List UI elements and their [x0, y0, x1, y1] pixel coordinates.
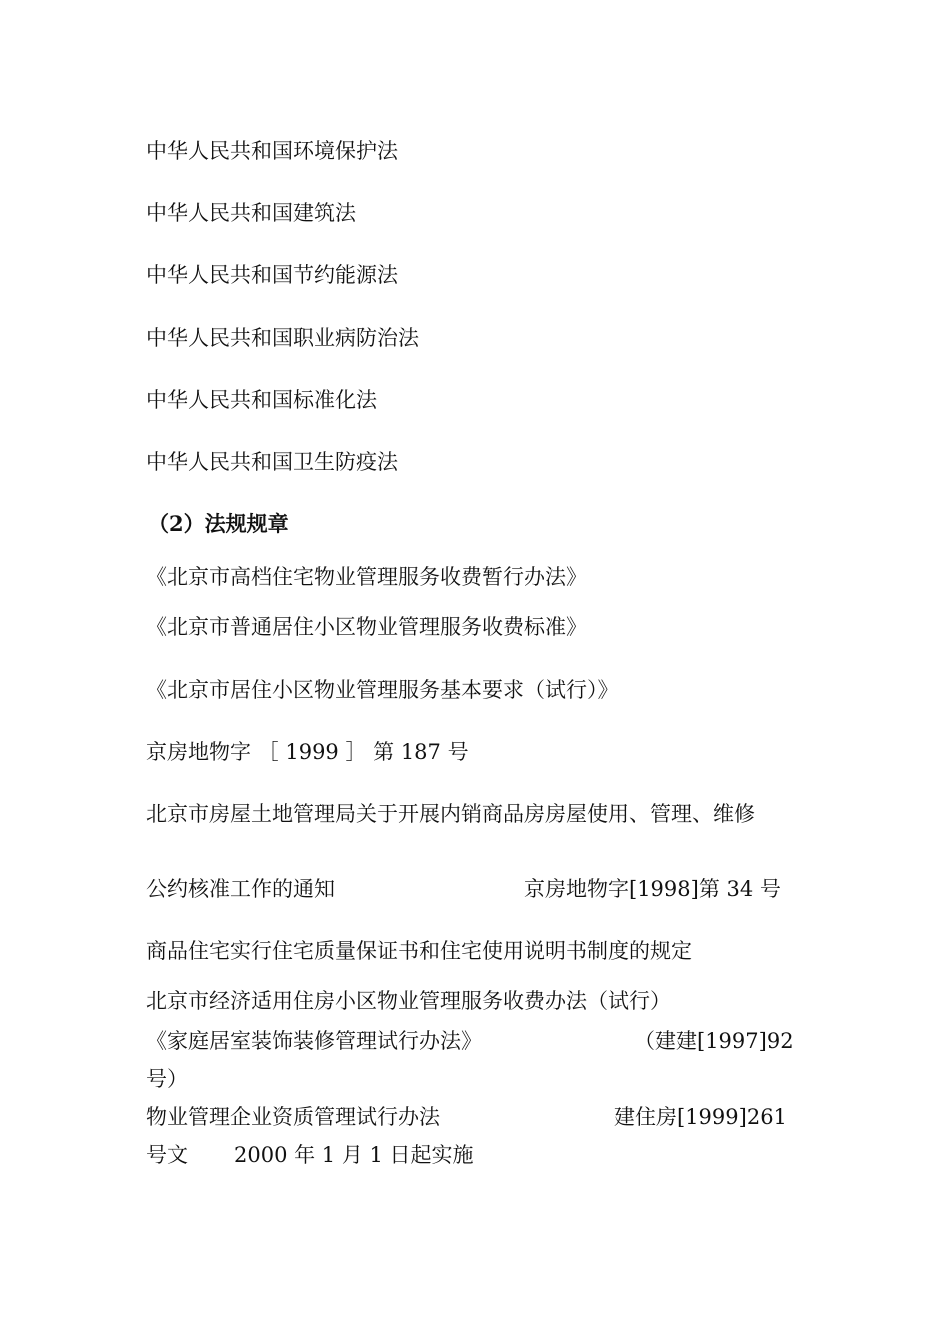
law-item-occupational-disease: 中华人民共和国职业病防治法 — [146, 326, 419, 350]
law-item-epidemic-prevention: 中华人民共和国卫生防疫法 — [146, 450, 398, 474]
regulation-housing-bureau-notice: 北京市房屋土地管理局关于开展内销商品房房屋使用、管理、维修 — [146, 802, 755, 826]
regulation-document-number-1998-34: 京房地物字[1998]第 34 号 — [524, 877, 781, 901]
law-item-standardization: 中华人民共和国标准化法 — [146, 388, 377, 412]
regulation-quality-guarantee-rules: 商品住宅实行住宅质量保证书和住宅使用说明书制度的规定 — [146, 939, 692, 963]
regulation-effective-date: 2000 年 1 月 1 日起实施 — [234, 1143, 474, 1167]
regulation-document-number-suffix: 号） — [146, 1067, 188, 1091]
regulation-affordable-housing-fees: 北京市经济适用住房小区物业管理服务收费办法（试行） — [146, 989, 671, 1013]
regulation-document-number-1999-187: 京房地物字 ［ 1999 ］ 第 187 号 — [146, 740, 469, 764]
regulation-high-end-residential-fees: 《北京市高档住宅物业管理服务收费暂行办法》 — [146, 565, 587, 589]
law-item-energy-conservation: 中华人民共和国节约能源法 — [146, 263, 398, 287]
section-heading-regulations: （2）法规规章 — [148, 511, 289, 536]
law-item-environmental-protection: 中华人民共和国环境保护法 — [146, 139, 398, 163]
regulation-home-decoration-measures: 《家庭居室装饰装修管理试行办法》 — [146, 1029, 482, 1053]
regulation-document-number-1999-261: 建住房[1999]261 — [614, 1105, 787, 1129]
regulation-document-suffix: 号文 — [146, 1143, 188, 1167]
regulation-ordinary-residential-fees: 《北京市普通居住小区物业管理服务收费标准》 — [146, 615, 587, 639]
regulation-convention-approval-notice: 公约核准工作的通知 — [146, 877, 335, 901]
regulation-basic-service-requirements: 《北京市居住小区物业管理服务基本要求（试行）》 — [146, 678, 619, 702]
law-item-construction: 中华人民共和国建筑法 — [146, 201, 356, 225]
regulation-document-number-1997-92: （建建[1997]92 — [634, 1029, 794, 1053]
regulation-enterprise-qualification-measures: 物业管理企业资质管理试行办法 — [146, 1105, 440, 1129]
